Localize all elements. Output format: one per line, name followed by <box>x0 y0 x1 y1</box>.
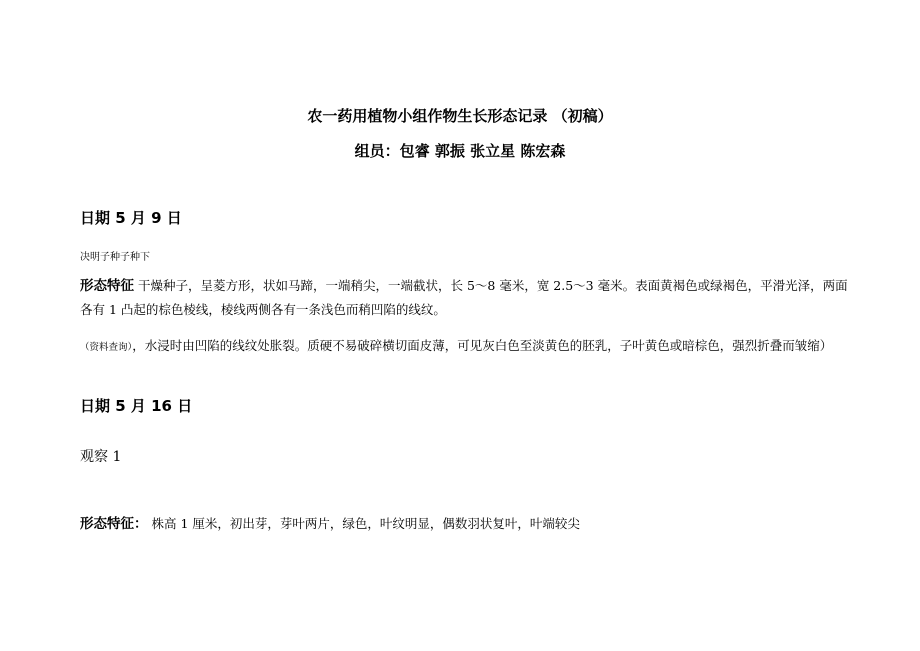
reference-note-text: ，水浸时由凹陷的线纹处胀裂。质硬不易破碎横切面皮薄，可见灰白色至淡黄色的胚乳，子叶黄色或暗棕色，强烈折叠而皱缩） <box>132 338 833 353</box>
reference-note <box>80 336 850 357</box>
entry-date-1: 日期 5 月 9 日 <box>80 209 182 227</box>
entry-subtitle-1: 决明子种子种下 <box>80 252 150 263</box>
document-title: 农一药用植物小组作物生长形态记录 （初稿） <box>307 107 613 125</box>
morphology-paragraph-1 <box>80 274 850 321</box>
group-members: 组员：包睿 郭振 张立星 陈宏森 <box>354 142 566 160</box>
morphology-paragraph-2 <box>80 512 850 536</box>
morphology-text-2: 株高 1 厘米，初出芽，芽叶两片，绿色，叶纹明显，偶数羽状复叶，叶端较尖 <box>147 516 580 531</box>
observation-label: 观察 1 <box>80 449 122 465</box>
morphology-text-1: 干燥种子，呈菱方形，状如马蹄，一端稍尖，一端截状，长 5～8 毫米，宽 2.5～3 毫米。表面黄褐色或绿褐色，平滑光泽，两面各有 1 凸起的棕色棱线，棱线两侧各有一条浅色而稍凹陷的线纹。 <box>80 278 848 317</box>
morphology-label-1: 形态特征 <box>80 278 134 294</box>
morphology-label-2: 形态特征： <box>80 516 148 532</box>
entry-date-2: 日期 5 月 16 日 <box>80 397 193 415</box>
reference-source-label: （资料查询） <box>80 342 133 353</box>
